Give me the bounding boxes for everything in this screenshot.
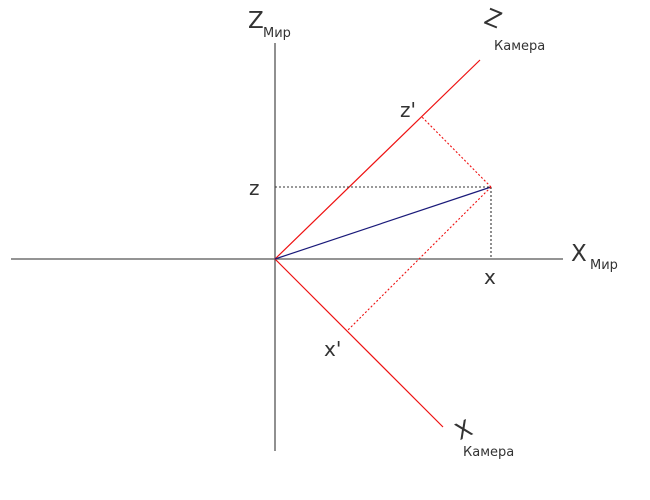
world-x-subscript: Мир <box>590 258 618 273</box>
camera-z-axis <box>275 60 480 259</box>
camera-x-axis <box>275 259 443 427</box>
camera-z-subscript: Камера <box>494 39 546 54</box>
projection-to-camera-z <box>421 116 491 187</box>
camera-z-label: Z <box>480 4 505 35</box>
camera-x-label: X <box>451 415 477 446</box>
world-z-subscript: Мир <box>263 26 291 41</box>
tick-label-x-prime: x' <box>324 337 342 361</box>
tick-label-x: x <box>484 265 496 289</box>
tick-label-z: z <box>249 176 260 200</box>
world-z-label: Z <box>248 8 264 34</box>
world-x-label: X <box>571 241 587 267</box>
point-vector <box>275 187 491 259</box>
tick-label-z-prime: z' <box>400 98 416 122</box>
camera-x-subscript: Камера <box>463 445 515 460</box>
